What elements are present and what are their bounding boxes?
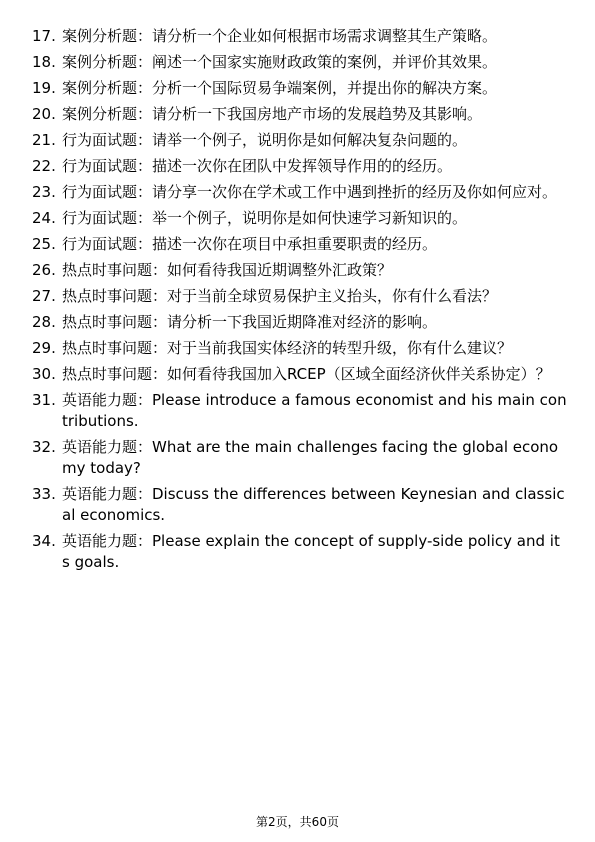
question-item: [32, 260, 567, 281]
question-text: 热点时事问题：对于当前全球贸易保护主义抬头，你有什么看法？: [62, 287, 498, 305]
question-item: [32, 234, 567, 255]
question-number: 31.: [32, 391, 56, 409]
question-text: 英语能力题：Discuss the differences between Keynesian and classical economics.: [62, 485, 565, 524]
question-item: [32, 130, 567, 151]
question-number: 26.: [32, 261, 56, 279]
question-text: 行为面试题：请举一个例子，说明你是如何解决复杂问题的。: [62, 131, 468, 149]
question-text: 行为面试题：请分享一次你在学术或工作中遇到挫折的经历及你如何应对。: [62, 183, 558, 201]
question-item: [32, 312, 567, 333]
question-number: 34.: [32, 532, 56, 550]
question-item: [32, 338, 567, 359]
question-item: [32, 364, 567, 385]
question-text: 英语能力题：Please introduce a famous economist and his main contributions.: [62, 391, 567, 430]
question-number: 25.: [32, 235, 56, 253]
question-item: [32, 104, 567, 125]
question-text: 行为面试题：描述一次你在项目中承担重要职责的经历。: [62, 235, 438, 253]
question-text: 案例分析题：请分析一个企业如何根据市场需求调整其生产策略。: [62, 27, 498, 45]
question-item: [32, 52, 567, 73]
question-number: 22.: [32, 157, 56, 175]
question-number: 17.: [32, 27, 56, 45]
question-number: 29.: [32, 339, 56, 357]
question-item: [32, 78, 567, 99]
question-text: 热点时事问题：对于当前我国实体经济的转型升级，你有什么建议？: [62, 339, 513, 357]
question-item: [32, 26, 567, 47]
question-number: 23.: [32, 183, 56, 201]
question-number: 18.: [32, 53, 56, 71]
question-number: 21.: [32, 131, 56, 149]
question-number: 24.: [32, 209, 56, 227]
question-number: 32.: [32, 438, 56, 456]
question-text: 英语能力题：What are the main challenges facing the global economy today?: [62, 438, 559, 477]
question-item: [32, 156, 567, 177]
question-number: 27.: [32, 287, 56, 305]
question-item: [32, 208, 567, 229]
question-item: [32, 286, 567, 307]
question-number: 33.: [32, 485, 56, 503]
page-number-footer: 第2页，共60页: [256, 815, 339, 829]
question-list: [32, 26, 567, 578]
question-text: 热点时事问题：如何看待我国近期调整外汇政策？: [62, 261, 393, 279]
question-text: 行为面试题：举一个例子，说明你是如何快速学习新知识的。: [62, 209, 468, 227]
question-text: 英语能力题：Please explain the concept of supply-side policy and its goals.: [62, 532, 560, 571]
question-item: [32, 390, 567, 432]
question-text: 行为面试题：描述一次你在团队中发挥领导作用的的经历。: [62, 157, 453, 175]
question-item: [32, 437, 567, 479]
question-text: 案例分析题：请分析一下我国房地产市场的发展趋势及其影响。: [62, 105, 483, 123]
question-item: [32, 182, 567, 203]
question-number: 30.: [32, 365, 56, 383]
question-text: 案例分析题：阐述一个国家实施财政政策的案例，并评价其效果。: [62, 53, 498, 71]
question-item: [32, 484, 567, 526]
question-number: 28.: [32, 313, 56, 331]
question-text: 热点时事问题：请分析一下我国近期降准对经济的影响。: [62, 313, 438, 331]
question-number: 20.: [32, 105, 56, 123]
question-text: 案例分析题：分析一个国际贸易争端案例，并提出你的解决方案。: [62, 79, 498, 97]
question-number: 19.: [32, 79, 56, 97]
question-text: 热点时事问题：如何看待我国加入RCEP（区域全面经济伙伴关系协定）？: [62, 365, 551, 383]
question-item: [32, 531, 567, 573]
